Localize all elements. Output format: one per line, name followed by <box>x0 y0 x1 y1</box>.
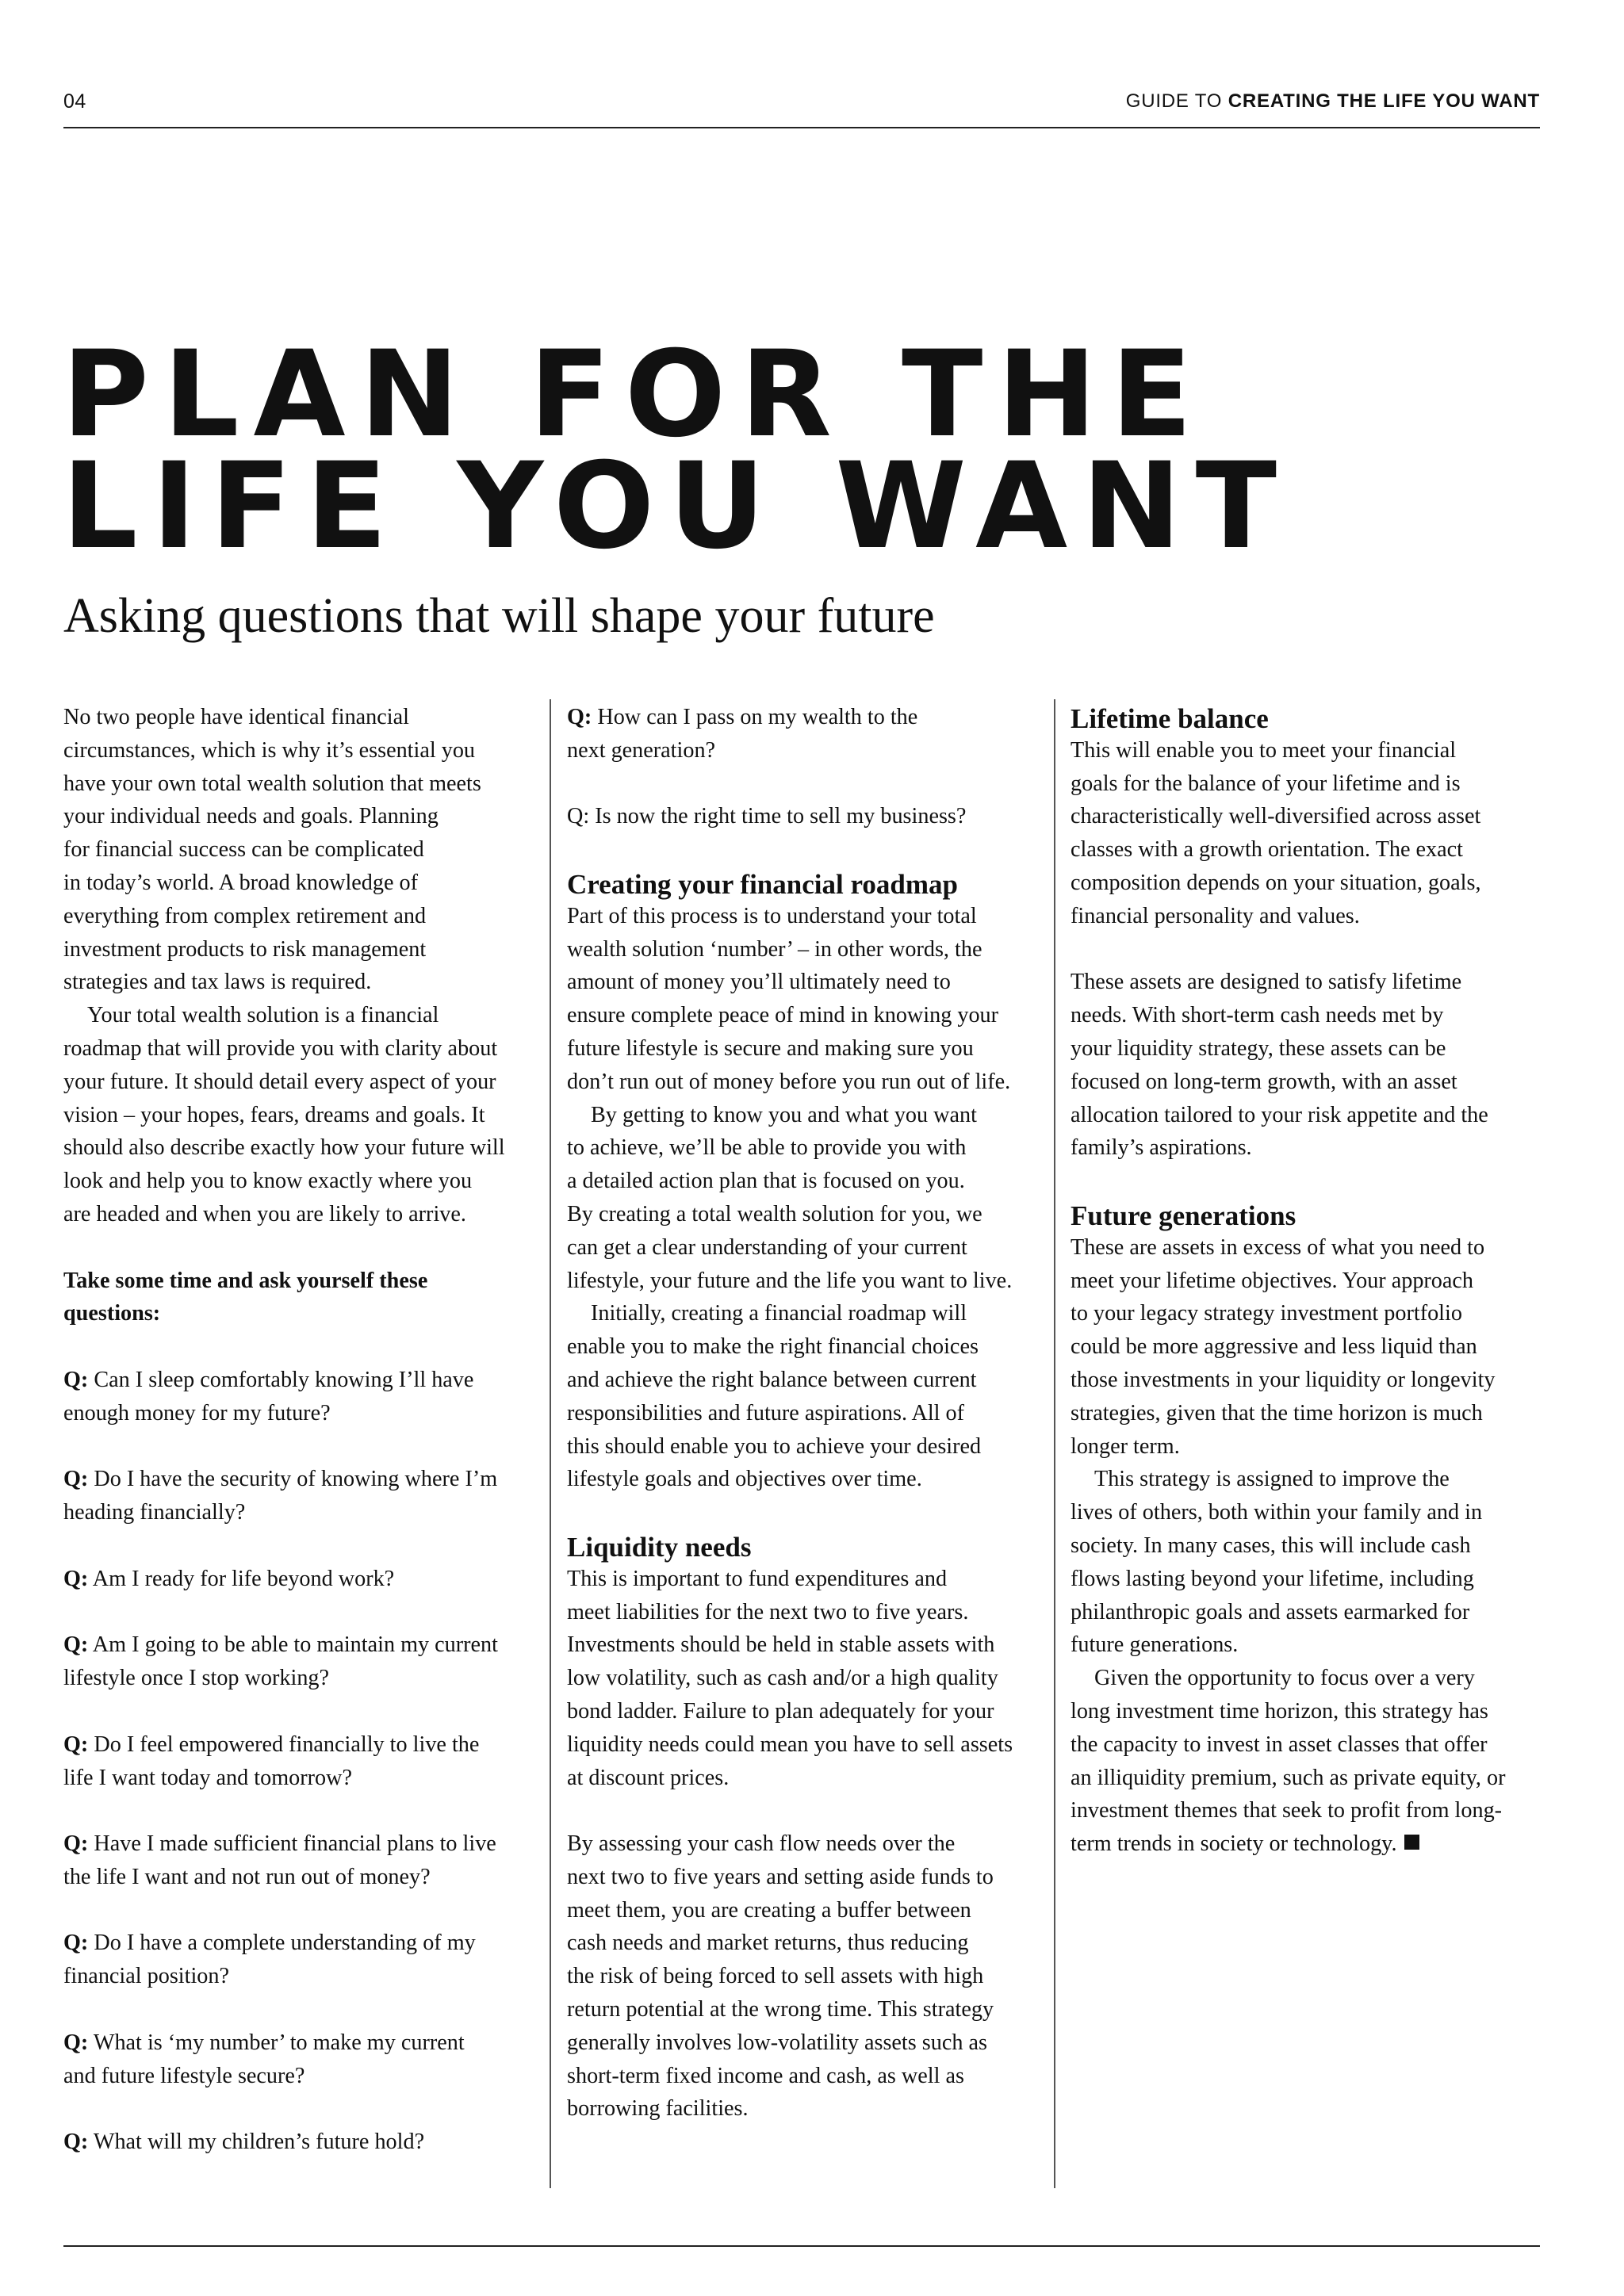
text-line: those investments in your liquidity or longevity <box>1071 1367 1496 1392</box>
question-text: Have I made sufficient financial plans to live <box>88 1831 496 1857</box>
spacer <box>567 1496 1043 1529</box>
text-line: low volatility, such as cash and/or a high quality <box>567 1666 998 1691</box>
text-line: the risk of being forced to sell assets with high <box>567 1964 984 1989</box>
page-title-line-1: PLAN FOR THE <box>62 326 1207 464</box>
question-item <box>63 1463 539 1529</box>
text-line: bond ladder. Failure to plan adequately for your <box>567 1698 994 1724</box>
column-3 <box>1071 701 1546 1861</box>
spacer <box>63 1894 539 1927</box>
text-line: No two people have identical financial <box>63 705 409 729</box>
intro-paragraph <box>63 701 539 999</box>
question-text: How can I pass on my wealth to the <box>592 705 918 729</box>
text-line: and achieve the right balance between current <box>567 1367 977 1392</box>
text-line: This strategy is assigned to improve the <box>1094 1467 1450 1492</box>
text-line: short-term fixed income and cash, as well as <box>567 2063 964 2088</box>
text-line: amount of money you’ll ultimately need to <box>567 970 951 995</box>
text-line: goals for the balance of your lifetime and is <box>1071 771 1461 796</box>
text-line: next two to five years and setting aside funds to <box>567 1864 994 1889</box>
text-line: for financial success can be complicated <box>63 837 424 863</box>
text-line: everything from complex retirement and <box>63 903 427 928</box>
text-line: focused on long-term growth, with an asset <box>1071 1069 1457 1094</box>
question-text: financial position? <box>63 1964 229 1989</box>
text-line: meet them, you are creating a buffer between <box>567 1897 971 1923</box>
text-line: generally involves low-volatility assets such as <box>567 2030 987 2055</box>
spacer <box>567 1794 1043 1827</box>
question-item <box>63 1927 539 1993</box>
spacer <box>567 767 1043 801</box>
text-line: Take some time and ask yourself these <box>63 1268 428 1293</box>
questions-prompt <box>63 1265 539 1331</box>
text-line: strategies and tax laws is required. <box>63 970 372 995</box>
text-line: roadmap that will provide you with clarity about <box>63 1035 498 1061</box>
spacer <box>63 1794 539 1827</box>
text-line: investment products to risk management <box>63 936 427 962</box>
spacer <box>567 833 1043 867</box>
text-line: have your own total wealth solution that meets <box>63 771 481 796</box>
text-line: Given the opportunity to focus over a very <box>1094 1666 1475 1691</box>
question-label: Q: <box>63 1732 89 1757</box>
question-text: lifestyle once I stop working? <box>63 1666 330 1691</box>
question-text: the life I want and not run out of money? <box>63 1864 431 1889</box>
text-line: This is important to fund expenditures and <box>567 1566 948 1591</box>
question-text: Do I have the security of knowing where I’m <box>88 1467 498 1492</box>
text-line: composition depends on your situation, goals, <box>1071 870 1481 895</box>
text-line: longer term. <box>1071 1433 1180 1459</box>
text-line: By assessing your cash flow needs over the <box>567 1831 956 1857</box>
text-line: a detailed action plan that is focused on you. <box>567 1169 965 1194</box>
text-line: can get a clear understanding of your current <box>567 1234 967 1260</box>
spacer <box>63 1330 539 1364</box>
text-line: to your legacy strategy investment portfolio <box>1071 1301 1462 1326</box>
spacer <box>63 1430 539 1464</box>
question-item <box>63 1628 539 1695</box>
text-line: This will enable you to meet your financial <box>1071 737 1457 763</box>
spacer <box>1071 1165 1546 1198</box>
text-line: cash needs and market returns, thus reducing <box>567 1931 969 1956</box>
text-line: wealth solution ‘number’ – in other words, the <box>567 936 982 962</box>
running-title <box>1126 90 1540 113</box>
question-item <box>63 1563 539 1596</box>
question-text: heading financially? <box>63 1500 246 1525</box>
text-line: your liquidity strategy, these assets can be <box>1071 1035 1446 1061</box>
lifetime-paragraph <box>1071 966 1546 1165</box>
roadmap-paragraph <box>567 1297 1043 1496</box>
text-line: future generations. <box>1071 1632 1239 1658</box>
text-line: flows lasting beyond your lifetime, including <box>1071 1566 1474 1591</box>
question-label: Q: <box>63 1931 89 1956</box>
text-line: an illiquidity premium, such as private equity, or <box>1071 1765 1506 1790</box>
text-line: at discount prices. <box>567 1765 730 1790</box>
text-line: Your total wealth solution is a financial <box>87 1003 439 1028</box>
text-line: By creating a total wealth solution for you, we <box>567 1201 982 1226</box>
text-line: are headed and when you are likely to arrive. <box>63 1201 466 1226</box>
future-paragraph <box>1071 1662 1546 1861</box>
question-text: Do I have a complete understanding of my <box>88 1931 476 1956</box>
spacer <box>1071 933 1546 966</box>
text-line: Part of this process is to understand your total <box>567 903 977 928</box>
text-line: return potential at the wrong time. This strategy <box>567 1997 994 2022</box>
text-line: financial personality and values. <box>1071 903 1360 928</box>
question-item <box>567 701 1043 767</box>
text-line: should also describe exactly how your future will <box>63 1135 505 1161</box>
lifetime-paragraph <box>1071 734 1546 933</box>
text-line: your future. It should detail every aspect of your <box>63 1069 496 1094</box>
text-line: lifestyle goals and objectives over time. <box>567 1467 922 1492</box>
page-number: 04 <box>63 90 86 113</box>
column-2 <box>567 701 1043 2126</box>
text-line: the capacity to invest in asset classes that offer <box>1071 1732 1488 1757</box>
question-text: enough money for my future? <box>63 1400 331 1425</box>
text-line: classes with a growth orientation. The exact <box>1071 837 1463 863</box>
text-line: These are assets in excess of what you need to <box>1071 1234 1485 1260</box>
text-line: long investment time horizon, this strategy has <box>1071 1698 1488 1724</box>
question-item: Q: Is now the right time to sell my business? <box>567 804 967 829</box>
running-title-prefix: GUIDE TO <box>1125 90 1228 112</box>
text-line: strategies, given that the time horizon is much <box>1071 1400 1483 1425</box>
text-line: needs. With short-term cash needs met by <box>1071 1003 1444 1028</box>
future-paragraph <box>1071 1463 1546 1662</box>
liquidity-paragraph <box>567 1563 1043 1795</box>
section-heading-future: Future generations <box>1071 1200 1297 1231</box>
running-title-bold: CREATING THE LIFE YOU WANT <box>1228 90 1540 112</box>
text-line: to achieve, we’ll be able to provide you with <box>567 1135 967 1161</box>
question-label: Q: <box>63 1367 89 1392</box>
liquidity-paragraph <box>567 1827 1043 2126</box>
question-text: Do I feel empowered financially to live the <box>88 1732 480 1757</box>
question-label: Q: <box>63 2130 89 2155</box>
wealth-solution-paragraph <box>63 999 539 1231</box>
roadmap-paragraph <box>567 900 1043 1099</box>
question-text: next generation? <box>567 737 716 763</box>
question-text: What will my children’s future hold? <box>88 2130 425 2155</box>
text-line: your individual needs and goals. Planning <box>63 804 439 829</box>
text-line: investment themes that seek to profit from long- <box>1071 1798 1503 1823</box>
text-line: meet liabilities for the next two to five years. <box>567 1599 969 1624</box>
spacer <box>63 1993 539 2026</box>
text-line: liquidity needs could mean you have to sell assets <box>567 1732 1013 1757</box>
section-heading-liquidity: Liquidity needs <box>567 1531 752 1563</box>
section-heading-roadmap: Creating your financial roadmap <box>567 868 958 900</box>
question-item <box>63 1364 539 1430</box>
text-line: enable you to make the right financial choices <box>567 1334 979 1360</box>
column-divider-1 <box>550 699 551 2188</box>
spacer <box>63 2092 539 2126</box>
text-line: don’t run out of money before you run out of life. <box>567 1069 1011 1094</box>
spacer <box>63 1529 539 1563</box>
text-line: Initially, creating a financial roadmap will <box>591 1301 967 1326</box>
text-line: circumstances, which is why it’s essential you <box>63 737 476 763</box>
page-title-line-2: LIFE YOU WANT <box>62 438 1292 576</box>
question-item <box>63 1728 539 1795</box>
text-line: family’s aspirations. <box>1071 1135 1252 1161</box>
question-label: Q: <box>63 1632 89 1658</box>
spacer <box>63 1596 539 1629</box>
question-label: Q: <box>63 2030 89 2055</box>
text-line: look and help you to know exactly where you <box>63 1169 473 1194</box>
question-text: life I want today and tomorrow? <box>63 1765 352 1790</box>
text-line: ensure complete peace of mind in knowing your <box>567 1003 999 1028</box>
column-1 <box>63 701 539 2159</box>
question-label: Q: <box>63 1467 89 1492</box>
text-line: questions: <box>63 1301 161 1326</box>
text-line: lives of others, both within your family and in <box>1071 1500 1483 1525</box>
text-line: could be more aggressive and less liquid than <box>1071 1334 1477 1360</box>
text-line: Investments should be held in stable assets with <box>567 1632 995 1658</box>
text-line: By getting to know you and what you want <box>591 1102 977 1127</box>
text-line: borrowing facilities. <box>567 2096 749 2122</box>
text-line: philanthropic goals and assets earmarked for <box>1071 1599 1470 1624</box>
footer-divider <box>63 2245 1540 2247</box>
page-header <box>63 82 1540 128</box>
text-line: responsibilities and future aspirations. All of <box>567 1400 965 1425</box>
end-of-article-square-icon <box>1404 1835 1419 1850</box>
text-line: future lifestyle is secure and making sure you <box>567 1035 974 1061</box>
spacer <box>63 1695 539 1728</box>
question-text: What is ‘my number’ to make my current <box>88 2030 465 2055</box>
question-item <box>63 2126 539 2159</box>
question-text: and future lifestyle secure? <box>63 2063 305 2088</box>
text-line: These assets are designed to satisfy lifetime <box>1071 970 1462 995</box>
question-text: Can I sleep comfortably knowing I’ll have <box>88 1367 474 1392</box>
text-line: characteristically well-diversified across asset <box>1071 804 1481 829</box>
section-heading-lifetime: Lifetime balance <box>1071 703 1269 734</box>
question-label: Q: <box>63 1831 89 1857</box>
text-line: vision – your hopes, fears, dreams and goals. It <box>63 1102 485 1127</box>
future-paragraph <box>1071 1231 1546 1464</box>
text-line: meet your lifetime objectives. Your approach <box>1071 1268 1474 1293</box>
text-line: allocation tailored to your risk appetite and the <box>1071 1102 1488 1127</box>
roadmap-paragraph <box>567 1099 1043 1298</box>
text-line: lifestyle, your future and the life you want to live. <box>567 1268 1013 1293</box>
question-label: Q: <box>63 1566 89 1591</box>
text-line: term trends in society or technology. <box>1071 1831 1397 1857</box>
question-text: Am I ready for life beyond work? <box>88 1566 395 1591</box>
question-label: Q: <box>567 705 592 729</box>
page-subtitle: Asking questions that will shape your future <box>63 589 935 643</box>
question-text: Am I going to be able to maintain my current <box>88 1632 498 1658</box>
spacer <box>63 1231 539 1265</box>
text-line: in today’s world. A broad knowledge of <box>63 870 419 895</box>
page-title <box>62 326 1410 576</box>
text-line: society. In many cases, this will include cash <box>1071 1533 1471 1558</box>
question-item <box>63 2026 539 2093</box>
text-line: this should enable you to achieve your desired <box>567 1433 982 1459</box>
column-divider-2 <box>1054 699 1055 2188</box>
question-item <box>63 1827 539 1894</box>
